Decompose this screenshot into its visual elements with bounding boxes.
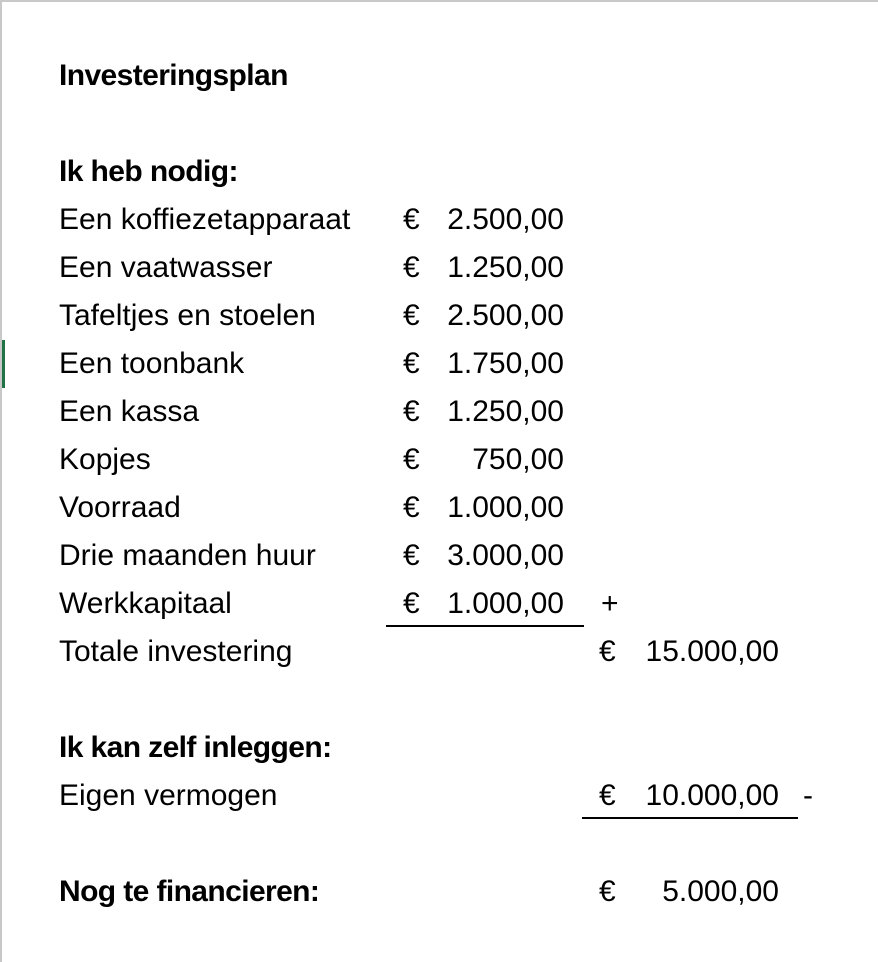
currency-symbol: € [403, 539, 420, 572]
remaining-row [2, 868, 878, 916]
currency-symbol: € [403, 299, 420, 332]
currency-symbol: € [599, 875, 616, 908]
own-heading-row [2, 724, 878, 772]
table-row [2, 388, 878, 436]
currency-symbol: € [403, 203, 420, 236]
item-label[interactable]: Een toonbank [59, 347, 245, 380]
currency-symbol: € [599, 779, 616, 812]
currency-symbol: € [599, 635, 616, 668]
remaining-label[interactable]: Nog te financieren: [59, 875, 320, 908]
needs-heading[interactable]: Ik heb nodig: [59, 155, 238, 188]
item-amount[interactable]: 1.250,00 [447, 395, 564, 428]
title-row [2, 52, 878, 100]
currency-symbol: € [403, 443, 420, 476]
item-amount[interactable]: 1.250,00 [447, 251, 564, 284]
own-label[interactable]: Eigen vermogen [59, 779, 278, 812]
own-row [2, 772, 878, 820]
total-label[interactable]: Totale investering [59, 635, 293, 668]
table-row [2, 580, 878, 628]
difference-underline [582, 817, 798, 819]
total-row [2, 628, 878, 676]
table-row [2, 484, 878, 532]
item-label[interactable]: Kopjes [59, 443, 151, 476]
currency-symbol: € [403, 491, 420, 524]
item-amount[interactable]: 3.000,00 [447, 539, 564, 572]
item-label[interactable]: Een vaatwasser [59, 251, 273, 284]
table-row [2, 196, 878, 244]
item-amount[interactable]: 1.000,00 [447, 587, 564, 620]
minus-operator[interactable]: - [803, 779, 813, 812]
item-label[interactable]: Een koffiezetapparaat [59, 203, 351, 236]
sheet-title[interactable]: Investeringsplan [59, 59, 288, 92]
item-label[interactable]: Tafeltjes en stoelen [59, 299, 316, 332]
item-label[interactable]: Drie maanden huur [59, 539, 316, 572]
sum-underline [386, 625, 584, 627]
own-amount[interactable]: 10.000,00 [645, 779, 779, 812]
currency-symbol: € [403, 347, 420, 380]
needs-heading-row [2, 148, 878, 196]
own-heading[interactable]: Ik kan zelf inleggen: [59, 731, 332, 764]
table-row [2, 244, 878, 292]
table-row [2, 532, 878, 580]
currency-symbol: € [403, 395, 420, 428]
total-amount[interactable]: 15.000,00 [645, 635, 779, 668]
plus-operator[interactable]: + [601, 587, 619, 620]
table-row [2, 340, 878, 388]
item-amount[interactable]: 750,00 [472, 443, 564, 476]
item-amount[interactable]: 1.000,00 [447, 491, 564, 524]
table-row [2, 292, 878, 340]
item-amount[interactable]: 2.500,00 [447, 299, 564, 332]
remaining-amount[interactable]: 5.000,00 [662, 875, 779, 908]
item-amount[interactable]: 2.500,00 [447, 203, 564, 236]
currency-symbol: € [403, 587, 420, 620]
table-row [2, 436, 878, 484]
item-label[interactable]: Werkkapitaal [59, 587, 232, 620]
item-label[interactable]: Een kassa [59, 395, 200, 428]
currency-symbol: € [403, 251, 420, 284]
item-amount[interactable]: 1.750,00 [447, 347, 564, 380]
item-label[interactable]: Voorraad [59, 491, 181, 524]
